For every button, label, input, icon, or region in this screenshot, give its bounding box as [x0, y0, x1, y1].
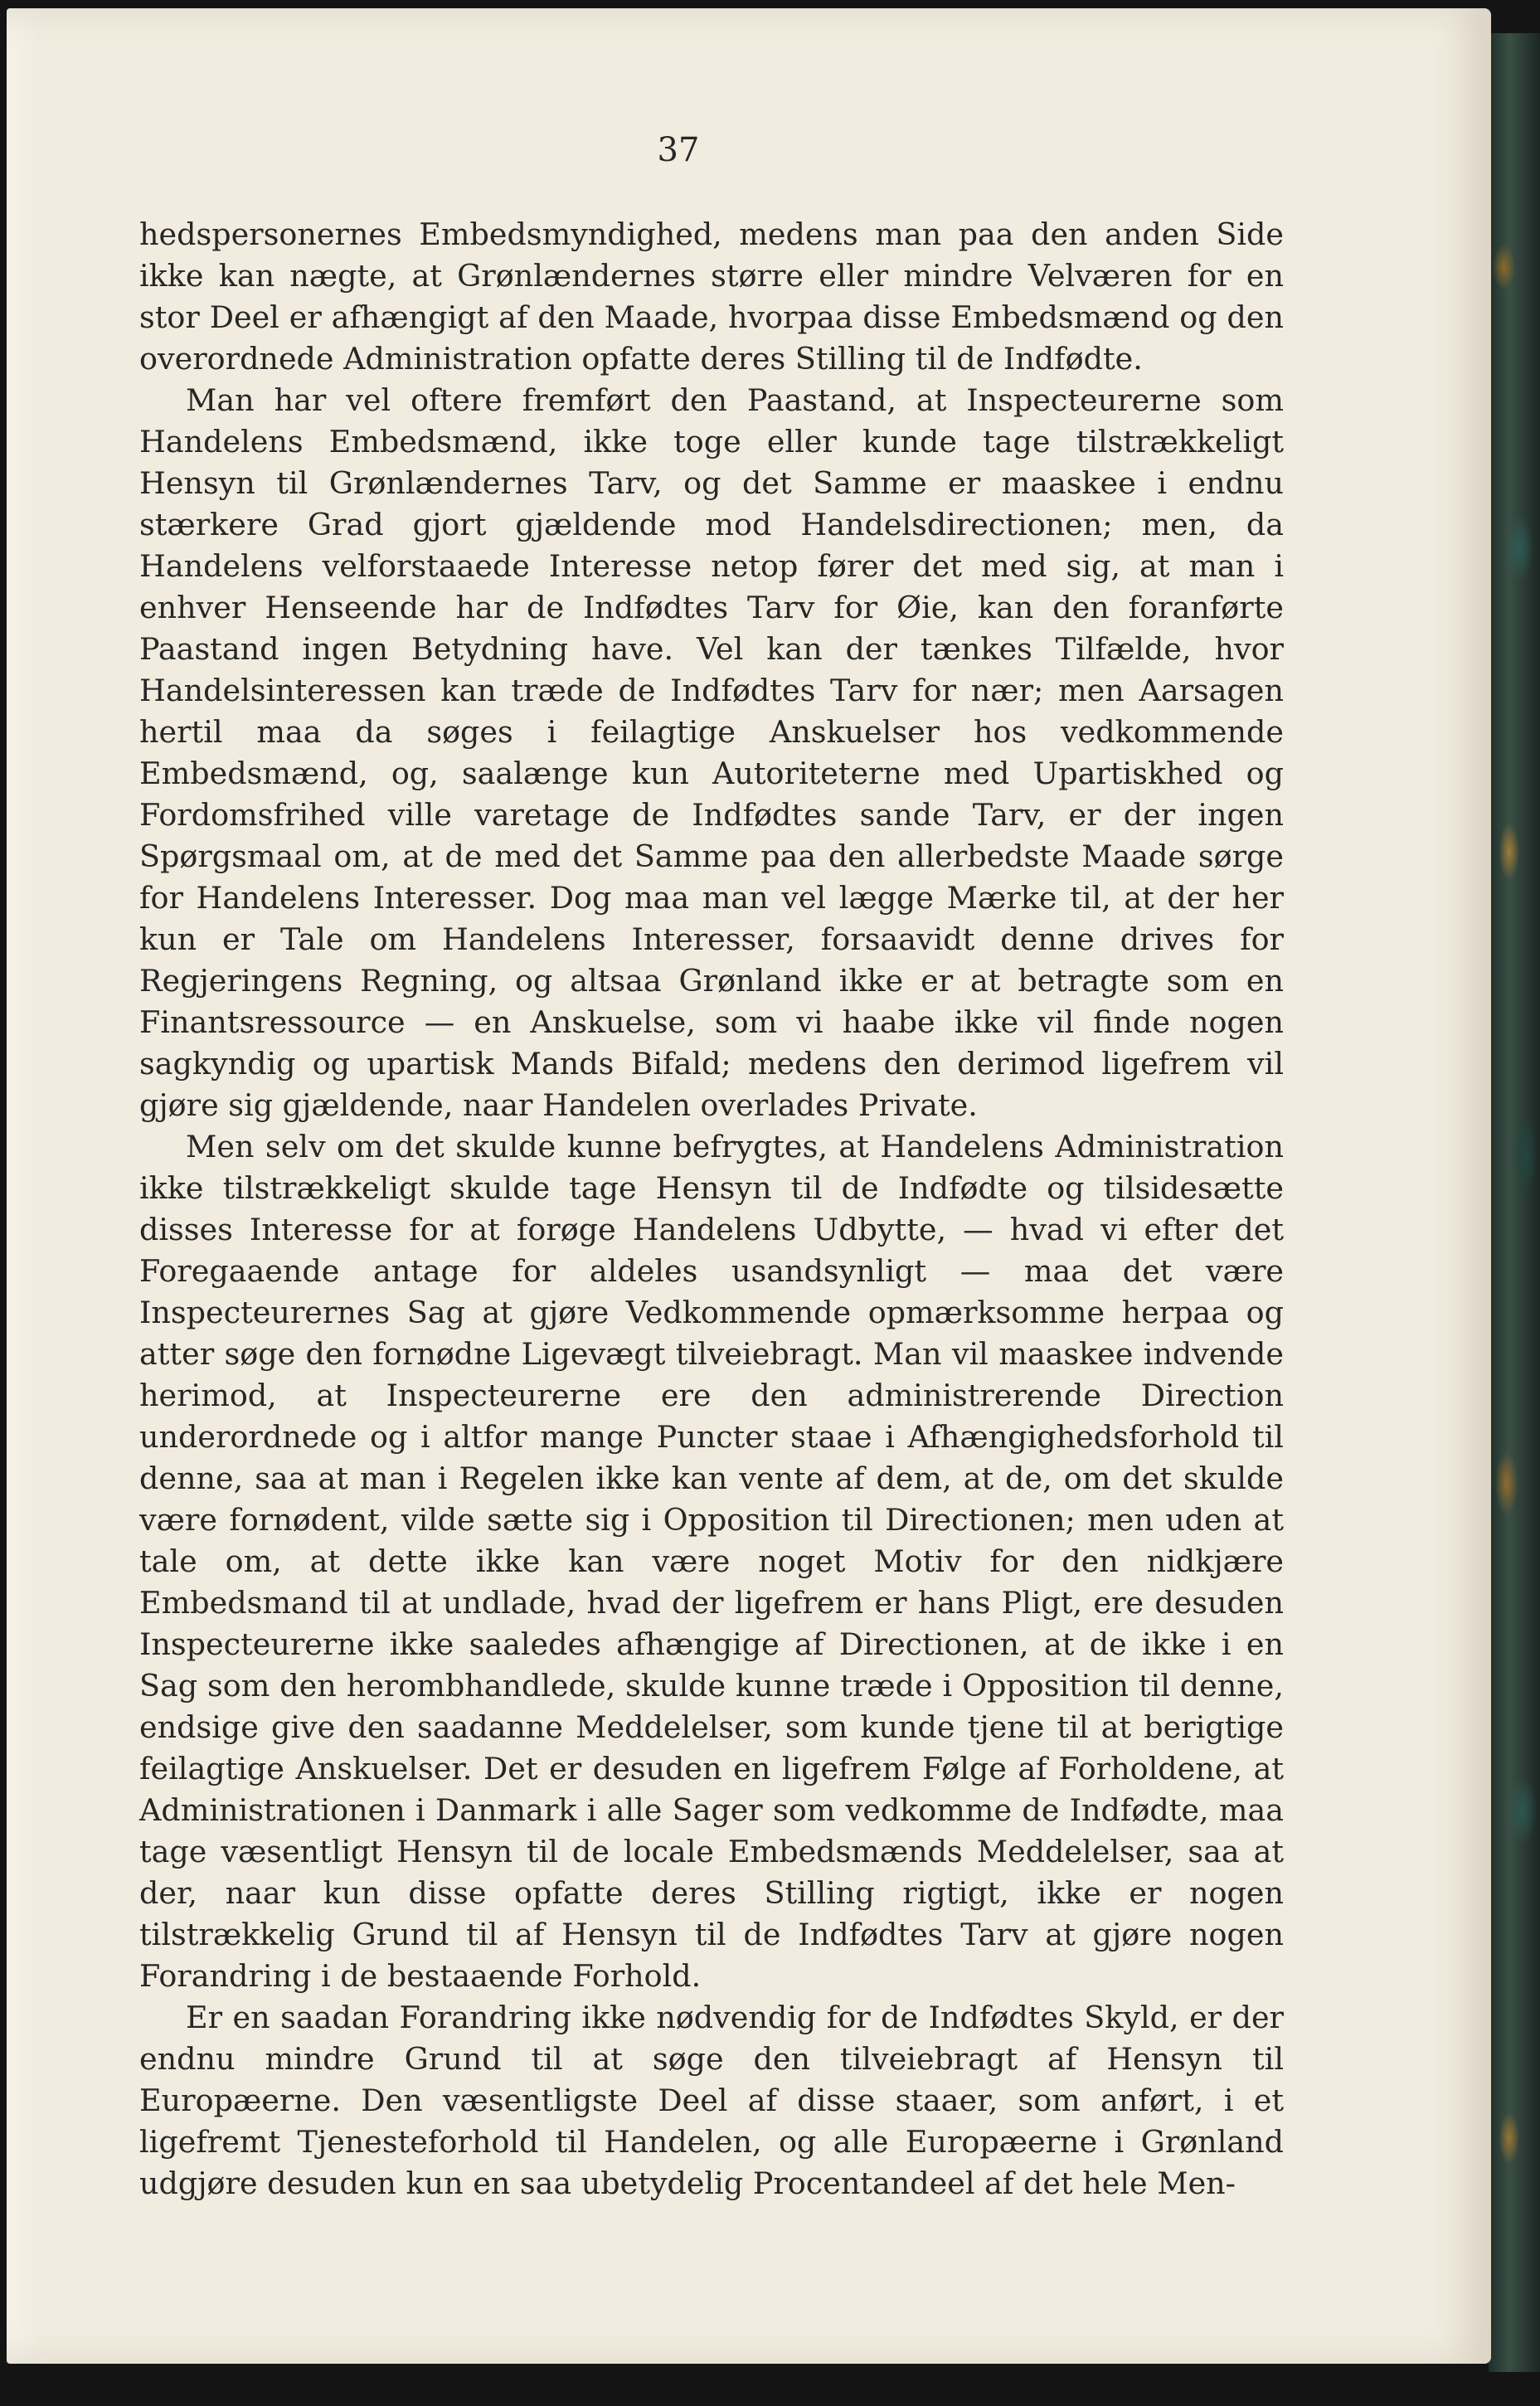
- book-page: [7, 8, 1491, 2364]
- marbled-book-edge: [1489, 33, 1540, 2372]
- paragraph-3: Men selv om det skulde kunne befrygtes, at Handelens Administration ikke tilstrækkeligt skulde tage Hensyn til de Indfødte og tilsidesætte disses Interesse for at forøge Handelens Udbytte, — hvad vi efter det Foregaaende antage for aldeles usandsynligt — maa det være Inspecteurernes Sag at gjøre Vedkommende opmærksomme herpaa og atter søge den fornødne Ligevægt tilveiebragt. Man vil maaskee indvende herimod, at Inspecteurerne ere den administrerende Direction underordnede og i altfor mange Puncter staae i Afhængighedsforhold til denne, saa at man i Regelen ikke kan vente af dem, at de, om det skulde være fornødent, vilde sætte sig i Opposition til Directionen; men uden at tale om, at dette ikke kan være noget Motiv for den nidkjære Embedsmand til at undlade, hvad der ligefrem er hans Pligt, ere desuden Inspecteurerne ikke saaledes afhængige af Directionen, at de ikke i en Sag som den herombhandlede, skulde kunne træde i Opposition til denne, endsige give den saadanne Meddelelser, som kunde tjene til at berigtige feilagtige Anskuelser. Det er desuden en ligefrem Følge af Forholdene, at Administrationen i Danmark i alle Sager som vedkomme de Indfødte, maa tage væsentligt Hensyn til de locale Embedsmænds Meddelelser, saa at der, naar kun disse opfatte deres Stilling rigtigt, ikke er nogen tilstrækkelig Grund til af Hensyn til de Indfødtes Tarv at gjøre nogen Forandring i de bestaaende Forhold.: [139, 1129, 1284, 1994]
- paragraph-1: hedspersonernes Embedsmyndighed, medens man paa den anden Side ikke kan nægte, at Grønlændernes større eller mindre Velværen for en stor Deel er afhængigt af den Maade, hvorpaa disse Embedsmænd og den overordnede Administration opfatte deres Stilling til de Indfødte.: [139, 216, 1284, 377]
- paragraph-2: Man har vel oftere fremført den Paastand, at Inspecteurerne som Handelens Embedsmænd, ikke toge eller kunde tage tilstrækkeligt Hensyn til Grønlændernes Tarv, og det Samme er maaskee i endnu stærkere Grad gjort gjældende mod Handelsdirectionen; men, da Handelens velforstaaede Interesse netop fører det med sig, at man i enhver Henseende har de Indfødtes Tarv for Øie, kan den foranførte Paastand ingen Betydning have. Vel kan der tænkes Tilfælde, hvor Handelsinteressen kan træde de Indfødtes Tarv for nær; men Aarsagen hertil maa da søges i feilagtige Anskuelser hos vedkommende Embedsmænd, og, saalænge kun Autoriteterne med Upartiskhed og Fordomsfrihed ville varetage de Indfødtes sande Tarv, er der ingen Spørgsmaal om, at de med det Samme paa den allerbedste Maade sørge for Handelens Interesser. Dog maa man vel lægge Mærke til, at der her kun er Tale om Handelens Interesser, forsaavidt denne drives for Regjeringens Regning, og altsaa Grønland ikke er at betragte som en Finantsressource — en Anskuelse, som vi haabe ikke vil finde nogen sagkyndig og upartisk Mands Bifald; medens den derimod ligefrem vil gjøre sig gjældende, naar Handelen overlades Private.: [139, 382, 1284, 1123]
- body-text: [139, 214, 1284, 2204]
- page-number: 37: [657, 131, 700, 169]
- paragraph-4: Er en saadan Forandring ikke nødvendig for de Indfødtes Skyld, er der endnu mindre Grund til at søge den tilveiebragt af Hensyn til Europæerne. Den væsentligste Deel af disse staaer, som anført, i et ligefremt Tjenesteforhold til Handelen, og alle Europæerne i Grønland udgjøre desuden kun en saa ubetydelig Procentandeel af det hele Men-: [139, 2000, 1284, 2201]
